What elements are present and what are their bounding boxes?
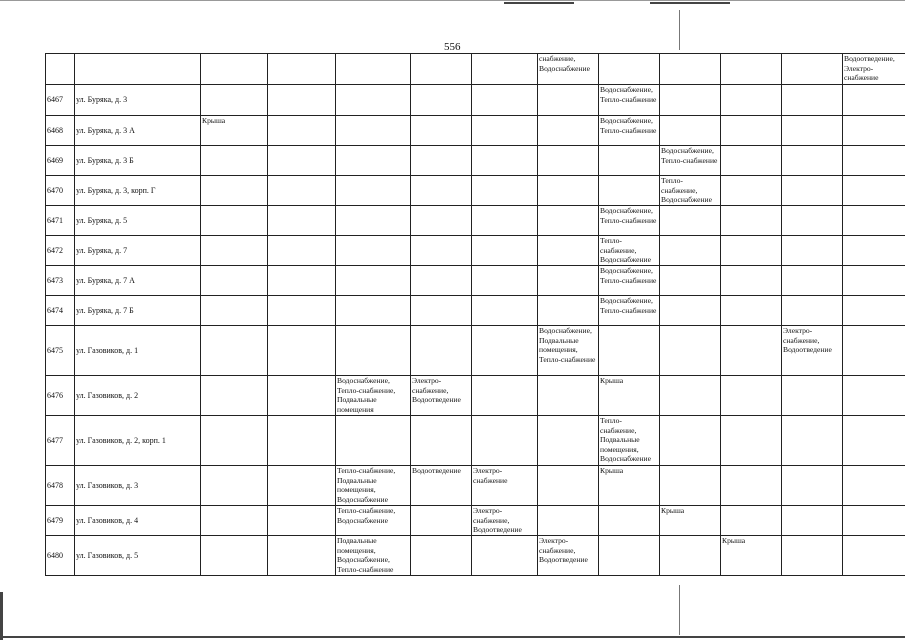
table-row <box>46 146 905 176</box>
cell <box>268 85 336 116</box>
work-type-cell <box>599 326 660 376</box>
cell <box>201 176 268 206</box>
row-number: 6480 <box>46 536 75 576</box>
work-type-cell <box>472 116 538 146</box>
work-type-cell <box>336 296 411 326</box>
work-type-cell <box>472 376 538 416</box>
cell <box>268 236 336 266</box>
work-type-cell <box>538 296 599 326</box>
work-type-cell <box>472 85 538 116</box>
work-type-cell <box>660 296 721 326</box>
page-number: 556 <box>444 41 461 53</box>
row-number: 6471 <box>46 206 75 236</box>
work-type-cell <box>336 326 411 376</box>
cell <box>268 536 336 576</box>
cell <box>201 236 268 266</box>
work-type-cell: Тепло-снабжение, Подвальные помещения, Водоснабжение <box>336 466 411 506</box>
cell: Крыша <box>201 116 268 146</box>
cell <box>843 85 905 116</box>
work-type-cell <box>782 266 843 296</box>
row-number: 6478 <box>46 466 75 506</box>
work-type-cell <box>538 116 599 146</box>
work-type-cell: Водоснабжение, Тепло-снабжение <box>599 206 660 236</box>
work-type-cell <box>411 326 472 376</box>
cell <box>843 116 905 146</box>
work-type-cell <box>538 376 599 416</box>
work-type-cell <box>538 206 599 236</box>
cell <box>201 85 268 116</box>
header-continuation-row <box>46 54 905 85</box>
table-row <box>46 326 905 376</box>
cell <box>268 506 336 536</box>
work-type-cell <box>411 236 472 266</box>
work-type-cell <box>721 266 782 296</box>
work-type-cell: Водоснабжение, Тепло-снабжение <box>660 146 721 176</box>
work-type-cell <box>336 266 411 296</box>
cell <box>75 54 201 85</box>
work-type-cell <box>721 376 782 416</box>
row-number: 6472 <box>46 236 75 266</box>
cell <box>843 206 905 236</box>
address-cell: ул. Газовиков, д. 2, корп. 1 <box>75 416 201 466</box>
work-type-cell <box>472 296 538 326</box>
work-type-cell: Электро-снабжение, Водоотведение <box>411 376 472 416</box>
work-type-cell <box>336 416 411 466</box>
table-row <box>46 416 905 466</box>
work-type-cell <box>411 116 472 146</box>
work-type-cell <box>411 416 472 466</box>
row-number: 6470 <box>46 176 75 206</box>
cell <box>843 326 905 376</box>
work-type-cell <box>721 85 782 116</box>
work-type-cell: Водоснабжение, Тепло-снабжение <box>599 296 660 326</box>
work-type-cell <box>472 266 538 296</box>
cell <box>336 54 411 85</box>
cell <box>721 54 782 85</box>
work-type-cell <box>538 146 599 176</box>
row-number: 6473 <box>46 266 75 296</box>
cell <box>660 54 721 85</box>
cell <box>268 206 336 236</box>
work-type-cell <box>411 176 472 206</box>
work-type-cell <box>721 116 782 146</box>
row-number: 6477 <box>46 416 75 466</box>
work-type-cell <box>660 116 721 146</box>
work-type-cell <box>721 466 782 506</box>
cell <box>268 296 336 326</box>
cell <box>843 296 905 326</box>
work-type-cell <box>660 466 721 506</box>
work-type-cell <box>782 536 843 576</box>
work-type-cell: Электро-снабжение, Водоотведение <box>782 326 843 376</box>
work-type-cell <box>782 206 843 236</box>
work-type-cell <box>721 416 782 466</box>
table-row <box>46 296 905 326</box>
cell <box>201 536 268 576</box>
table-row <box>46 536 905 576</box>
row-number: 6479 <box>46 506 75 536</box>
work-type-cell <box>411 206 472 236</box>
table-row <box>46 506 905 536</box>
repair-schedule-table <box>45 53 905 576</box>
work-type-cell <box>538 236 599 266</box>
work-type-cell <box>411 296 472 326</box>
cell <box>268 116 336 146</box>
work-type-cell: Водоотведение <box>411 466 472 506</box>
cell <box>268 376 336 416</box>
work-type-cell <box>538 176 599 206</box>
cell <box>843 236 905 266</box>
cell <box>472 54 538 85</box>
work-type-cell: Электро-снабжение, Водоотведение <box>538 536 599 576</box>
work-type-cell <box>411 506 472 536</box>
work-type-cell: Водоснабжение, Тепло-снабжение <box>599 266 660 296</box>
work-type-cell: Водоснабжение, Подвальные помещения, Тепло-снабжение <box>538 326 599 376</box>
work-type-cell <box>538 466 599 506</box>
work-type-cell <box>660 376 721 416</box>
work-type-cell <box>660 206 721 236</box>
work-type-cell <box>782 176 843 206</box>
table-row <box>46 116 905 146</box>
cell <box>843 466 905 506</box>
work-type-cell <box>721 206 782 236</box>
work-type-cell: Крыша <box>599 466 660 506</box>
work-type-cell <box>660 266 721 296</box>
work-type-cell <box>599 176 660 206</box>
work-type-cell: Тепло-снабжение, Водоснабжение <box>660 176 721 206</box>
address-cell: ул. Буряка, д. 3, корп. Г <box>75 176 201 206</box>
work-type-cell <box>472 146 538 176</box>
row-number: 6474 <box>46 296 75 326</box>
table-row <box>46 466 905 506</box>
row-number: 6475 <box>46 326 75 376</box>
work-type-cell <box>472 176 538 206</box>
work-type-cell: Водоснабжение, Тепло-снабжение <box>599 116 660 146</box>
work-type-cell <box>336 176 411 206</box>
cell <box>268 416 336 466</box>
work-type-cell <box>599 536 660 576</box>
cell <box>201 206 268 236</box>
table-row <box>46 376 905 416</box>
work-type-cell <box>721 146 782 176</box>
cell <box>268 176 336 206</box>
work-type-cell: Водоснабжение, Тепло-снабжение, Подвальные помещения <box>336 376 411 416</box>
address-cell: ул. Газовиков, д. 4 <box>75 506 201 536</box>
work-type-cell <box>660 416 721 466</box>
work-type-cell <box>411 536 472 576</box>
work-type-cell: Электро-снабжение, Водоотведение <box>472 506 538 536</box>
work-type-cell: Крыша <box>721 536 782 576</box>
work-type-cell <box>538 85 599 116</box>
cell <box>201 266 268 296</box>
work-type-cell: Тепло-снабжение, Подвальные помещения, Водоснабжение <box>599 416 660 466</box>
cell: Водоотведение, Электро-снабжение <box>843 54 905 85</box>
work-type-cell <box>660 236 721 266</box>
address-cell: ул. Газовиков, д. 5 <box>75 536 201 576</box>
work-type-cell <box>660 326 721 376</box>
work-type-cell: Подвальные помещения, Водоснабжение, Тепло-снабжение <box>336 536 411 576</box>
work-type-cell <box>782 85 843 116</box>
table-row <box>46 85 905 116</box>
work-type-cell <box>721 296 782 326</box>
work-type-cell <box>782 296 843 326</box>
row-number: 6476 <box>46 376 75 416</box>
cell: снабжение, Водоснабжение <box>538 54 599 85</box>
work-type-cell <box>782 416 843 466</box>
work-type-cell <box>599 506 660 536</box>
work-type-cell <box>336 85 411 116</box>
address-cell: ул. Буряка, д. 3 Б <box>75 146 201 176</box>
work-type-cell <box>660 85 721 116</box>
work-type-cell <box>538 506 599 536</box>
address-cell: ул. Газовиков, д. 3 <box>75 466 201 506</box>
cell <box>46 54 75 85</box>
address-cell: ул. Буряка, д. 7 Б <box>75 296 201 326</box>
work-type-cell: Крыша <box>660 506 721 536</box>
cell <box>411 54 472 85</box>
work-type-cell <box>336 206 411 236</box>
work-type-cell: Тепло-снабжение, Водоснабжение <box>336 506 411 536</box>
cell <box>201 296 268 326</box>
work-type-cell <box>782 146 843 176</box>
work-type-cell <box>660 536 721 576</box>
cell <box>843 506 905 536</box>
work-type-cell <box>538 266 599 296</box>
cell <box>268 266 336 296</box>
cell <box>843 376 905 416</box>
cell <box>268 146 336 176</box>
work-type-cell <box>472 206 538 236</box>
address-cell: ул. Буряка, д. 7 А <box>75 266 201 296</box>
cell <box>201 54 268 85</box>
cell <box>843 176 905 206</box>
work-type-cell <box>336 146 411 176</box>
table-row <box>46 266 905 296</box>
cell <box>268 54 336 85</box>
cell <box>201 326 268 376</box>
work-type-cell <box>411 146 472 176</box>
cell <box>782 54 843 85</box>
address-cell: ул. Буряка, д. 7 <box>75 236 201 266</box>
cell <box>843 266 905 296</box>
work-type-cell <box>721 506 782 536</box>
work-type-cell <box>782 466 843 506</box>
cell <box>268 326 336 376</box>
cell <box>843 146 905 176</box>
work-type-cell <box>472 236 538 266</box>
cell <box>201 376 268 416</box>
address-cell: ул. Газовиков, д. 2 <box>75 376 201 416</box>
cell <box>843 416 905 466</box>
work-type-cell <box>472 536 538 576</box>
cell <box>599 54 660 85</box>
cell <box>201 506 268 536</box>
work-type-cell <box>782 236 843 266</box>
cell <box>843 536 905 576</box>
work-type-cell: Электро-снабжение <box>472 466 538 506</box>
work-type-cell <box>782 506 843 536</box>
work-type-cell: Водоснабжение, Тепло-снабжение <box>599 85 660 116</box>
cell <box>268 466 336 506</box>
work-type-cell <box>472 326 538 376</box>
row-number: 6469 <box>46 146 75 176</box>
work-type-cell <box>538 416 599 466</box>
address-cell: ул. Буряка, д. 3 <box>75 85 201 116</box>
work-type-cell <box>472 416 538 466</box>
work-type-cell <box>411 266 472 296</box>
work-type-cell: Тепло-снабжение, Водоснабжение <box>599 236 660 266</box>
row-number: 6468 <box>46 116 75 146</box>
work-type-cell <box>721 236 782 266</box>
cell <box>201 146 268 176</box>
work-type-cell <box>782 116 843 146</box>
address-cell: ул. Газовиков, д. 1 <box>75 326 201 376</box>
address-cell: ул. Буряка, д. 3 А <box>75 116 201 146</box>
work-type-cell <box>782 376 843 416</box>
work-type-cell <box>599 146 660 176</box>
cell <box>201 466 268 506</box>
work-type-cell <box>721 176 782 206</box>
work-type-cell <box>721 326 782 376</box>
work-type-cell <box>411 85 472 116</box>
work-type-cell: Крыша <box>599 376 660 416</box>
work-type-cell <box>336 116 411 146</box>
table-row <box>46 206 905 236</box>
address-cell: ул. Буряка, д. 5 <box>75 206 201 236</box>
table-row <box>46 176 905 206</box>
cell <box>201 416 268 466</box>
row-number: 6467 <box>46 85 75 116</box>
work-type-cell <box>336 236 411 266</box>
table-row <box>46 236 905 266</box>
